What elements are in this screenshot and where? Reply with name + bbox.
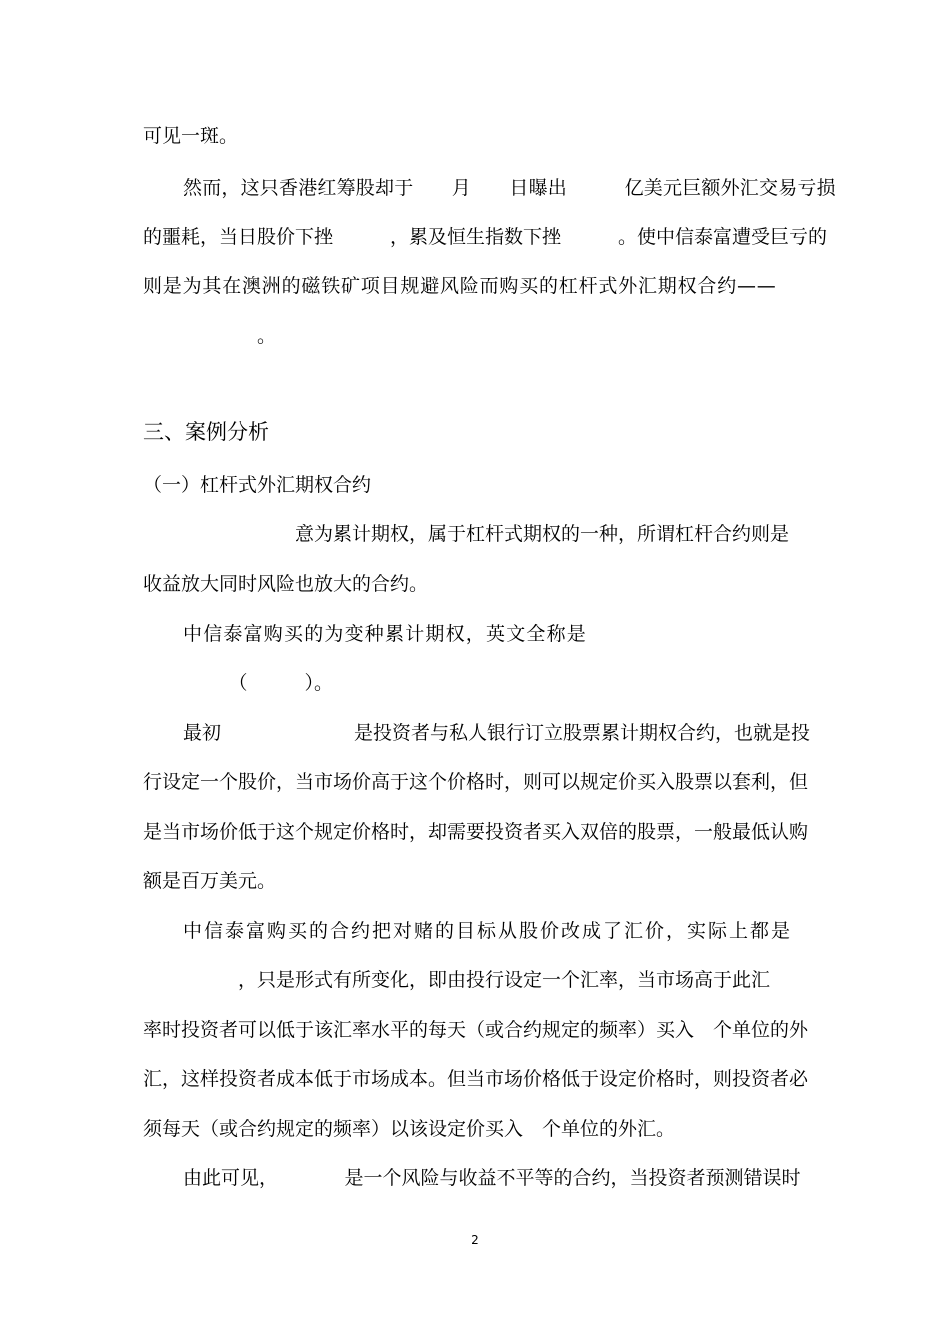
text-line: 。 — [143, 325, 277, 347]
text-line: ，只是形式有所变化，即由投行设定一个汇率，当市场高于此汇 — [143, 969, 771, 991]
text-line: 汇，这样投资者成本低于市场成本。但当市场价格低于设定价格时，则投资者必 — [143, 1068, 809, 1090]
text-line: 收益放大同时风险也放大的合约。 — [143, 573, 429, 595]
text-line: 是当市场价低于这个规定价格时，却需要投资者买入双倍的股票，一般最低认购 — [143, 821, 809, 843]
text-line: 须每天（或合约规定的频率）以该设定价买入 个单位的外汇。 — [143, 1118, 676, 1140]
section-heading: 三、案例分析 — [143, 420, 269, 444]
text-line: 额是百万美元。 — [143, 870, 277, 892]
text-line: 意为累计期权，属于杠杆式期权的一种，所谓杠杆合约则是 — [143, 523, 790, 545]
text-line: 行设定一个股价，当市场价高于这个价格时，则可以规定价买入股票以套利，但 — [143, 771, 809, 793]
subsection-heading: （一）杠杆式外汇期权合约 — [143, 474, 372, 496]
text-line: 最初 是投资者与私人银行订立股票累计期权合约，也就是投 — [183, 722, 811, 744]
text-line: 可见一斑。 — [143, 125, 239, 147]
page-number: 2 — [471, 1233, 479, 1247]
text-line: 然而，这只香港红筹股却于 月 日曝出 亿美元巨额外汇交易亏损 — [183, 177, 836, 199]
text-line: （ ）。 — [143, 672, 334, 694]
text-line: 中信泰富购买的为变种累计期权，英文全称是 — [183, 623, 588, 645]
text-line: 中信泰富购买的合约把对赌的目标从股价改成了汇价，实际上都是 — [183, 920, 793, 942]
text-line: 则是为其在澳洲的磁铁矿项目规避风险而购买的杠杆式外汇期权合约—— — [143, 275, 777, 297]
text-line: 率时投资者可以低于该汇率水平的每天（或合约规定的频率）买入 个单位的外 — [143, 1019, 809, 1041]
text-line: 由此可见， 是一个风险与收益不平等的合约，当投资者预测错误时 — [183, 1167, 801, 1189]
text-line: 的噩耗，当日股价下挫 ，累及恒生指数下挫 。使中信泰富遭受巨亏的 — [143, 226, 828, 248]
